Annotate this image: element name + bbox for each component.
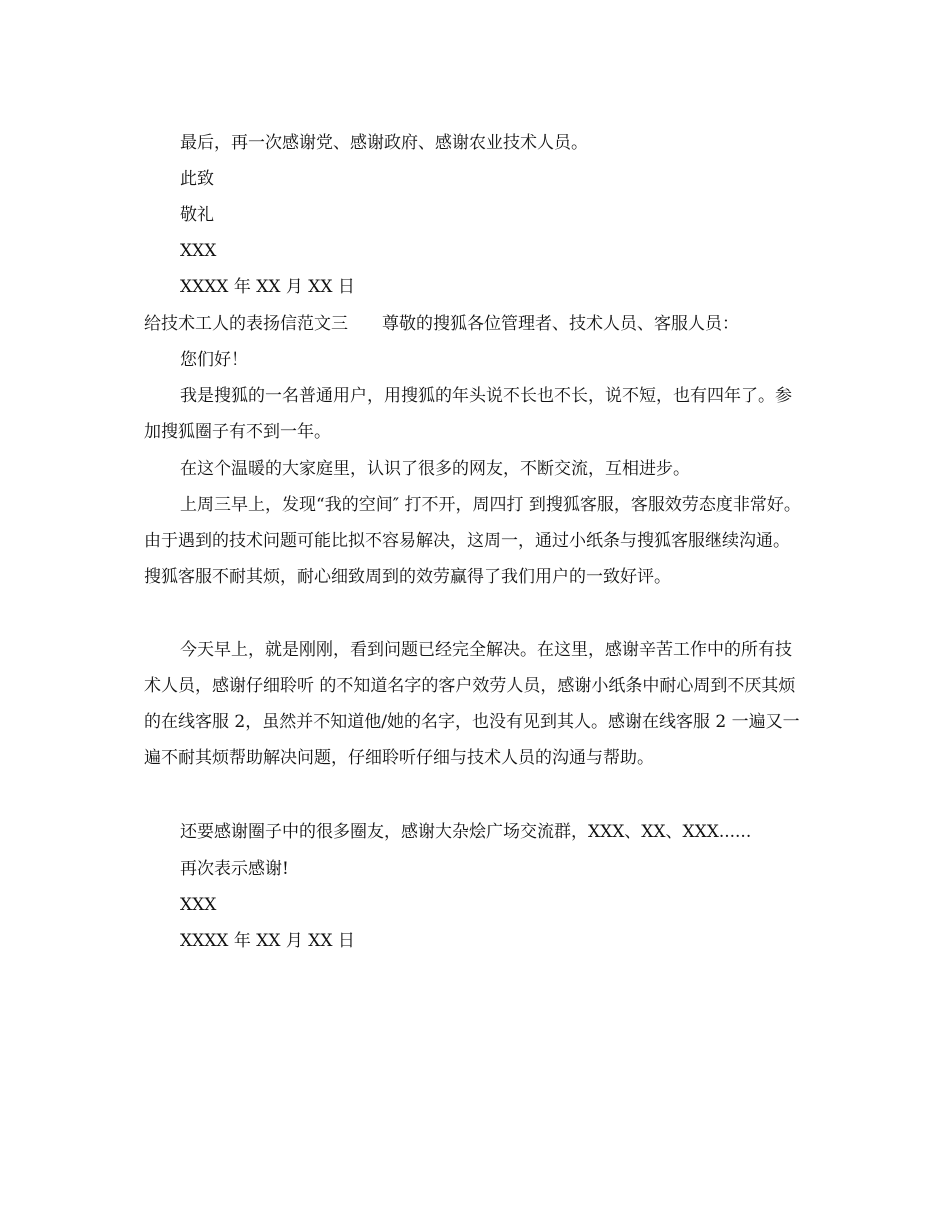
paragraph-3: 上周三早上，发现“我的空间″ 打不开，周四打 到搜狐客服，客服效劳态度非常好。由于遇到的技术问题可能比拟不容易解决，这周一，通过小纸条与搜狐客服继续沟通。搜狐客服不耐其烦，耐心细致周到的效劳赢得了我们用户的一致好评。 xyxy=(144,495,801,587)
paragraph-4: 今天早上，就是刚刚，看到问题已经完全解决。在这里，感谢辛苦工作中的所有技术人员，感谢仔细聆听 的不知道名字的客户效劳人员，感谢小纸条中耐心周到不厌其烦的在线客服 2，虽然并不知道他/她的名字，也没有见到其人。感谢在线客服 2 一遍又一遍不耐其烦帮助解决问题，仔细聆听仔细与技术人员的沟通与帮助。 xyxy=(144,640,800,768)
closing-thanks: 最后，再一次感谢党、感谢政府、感谢农业技术人员。 xyxy=(180,133,588,153)
letter-salutation: 尊敬的搜狐各位管理者、技术人员、客服人员： xyxy=(382,314,739,334)
paragraph-2: 在这个温暖的大家庭里，认识了很多的网友，不断交流，互相进步。 xyxy=(180,459,690,479)
paragraph-5: 还要感谢圈子中的很多圈友，感谢大杂烩广场交流群，XXX、XX、XXX...... xyxy=(180,822,752,842)
closing-date: XXXX 年 XX 月 XX 日 xyxy=(180,277,355,297)
closing-signature: XXX xyxy=(180,241,217,261)
paragraph-1: 我是搜狐的一名普通用户，用搜狐的年头说不长也不长，说不短，也有四年了。参加搜狐圈子有不到一年。 xyxy=(144,386,792,442)
letter-title: 给技术工人的表扬信范文三 xyxy=(144,314,348,334)
letter-signature: XXX xyxy=(180,895,217,915)
letter-greeting: 您们好！ xyxy=(180,350,248,370)
closing-salute-1: 此致 xyxy=(180,169,214,189)
paragraph-6: 再次表示感谢! xyxy=(180,859,289,879)
closing-salute-2: 敬礼 xyxy=(180,205,214,225)
letter-date: XXXX 年 XX 月 XX 日 xyxy=(180,931,355,951)
letter-heading xyxy=(144,306,804,342)
